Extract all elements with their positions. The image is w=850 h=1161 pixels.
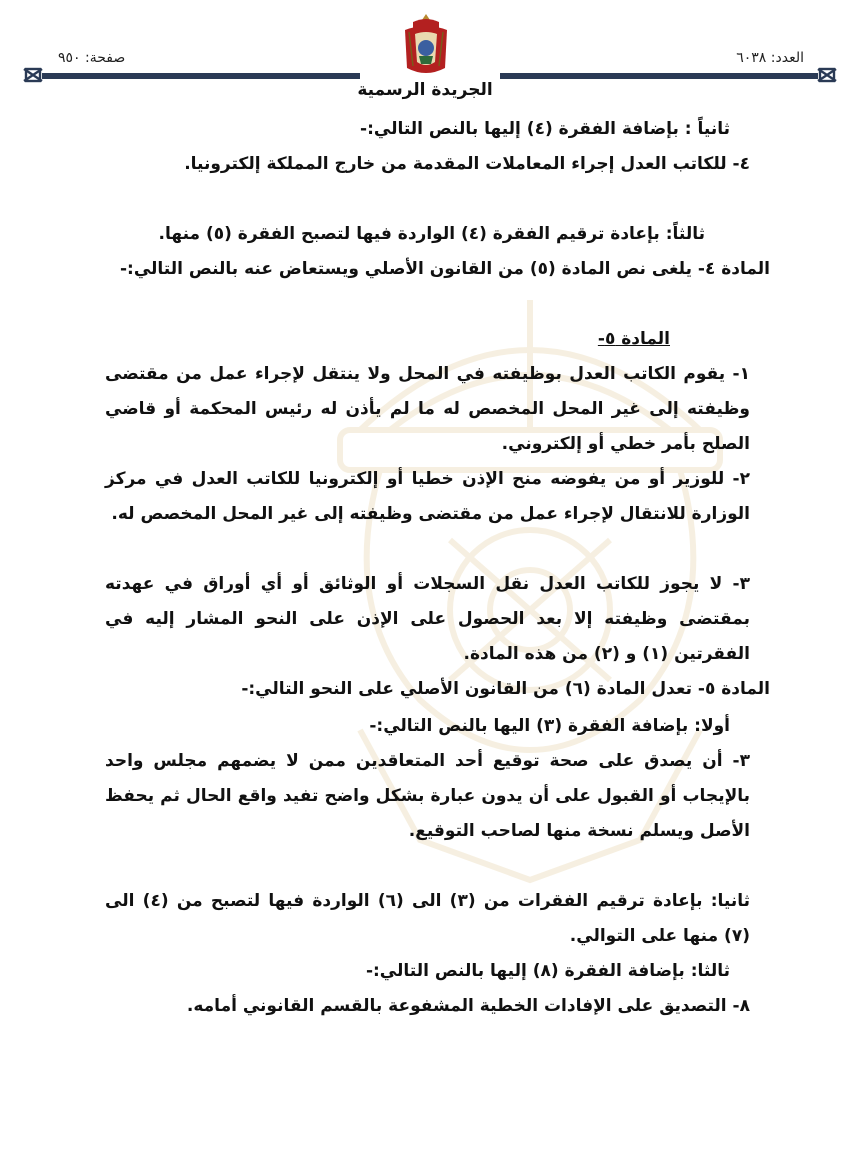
document-body (0, 112, 850, 1102)
paragraph: ثالثا: بإضافة الفقرة (٨) إليها بالنص التالي:- (365, 961, 730, 981)
article-5: المادة ٥- تعدل المادة (٦) من القانون الأصلي على النحو التالي:- (241, 679, 770, 699)
paragraph: ٣- لا يجوز للكاتب العدل نقل السجلات أو الوثائق أو أي أوراق في عهدته بمقتضى وظيفته إلا بعد الحصول على الإذن على النحو المشار إليه في الفقرتين (١) و (٢) من هذه المادة. (105, 574, 750, 664)
paragraph: ثانياً : بإضافة الفقرة (٤) إليها بالنص التالي:- (360, 119, 730, 139)
paragraph: ٢- للوزير أو من يفوضه منح الإذن خطيا أو إلكترونيا للكاتب العدل في مركز الوزارة للانتقال لإجراء عمل من مقتضى وظيفته إلى غير المحل المخصص له. (105, 469, 750, 524)
page-header (0, 0, 850, 110)
page-number: صفحة: ٩٥٠ (58, 50, 126, 66)
paragraph: ثانيا: بإعادة ترقيم الفقرات من (٣) الى (٦) الواردة فيها لتصبح من (٤) الى (٧) منها على التوالي. (105, 891, 750, 946)
jordan-coat-of-arms-icon (401, 12, 451, 78)
header-rule-right (500, 73, 818, 79)
header-rule-left (42, 73, 360, 79)
paragraph: ثالثاً: بإعادة ترقيم الفقرة (٤) الواردة فيها لتصبح الفقرة (٥) منها. (158, 224, 705, 244)
gazette-title: الجريدة الرسمية (357, 80, 493, 100)
paragraph: ٨- التصديق على الإفادات الخطية المشفوعة بالقسم القانوني أمامه. (186, 996, 750, 1016)
article-heading: المادة ٥- (597, 329, 670, 349)
issue-number: العدد: ٦٠٣٨ (736, 50, 804, 66)
article-4: المادة ٤- يلغى نص المادة (٥) من القانون الأصلي ويستعاض عنه بالنص التالي:- (119, 259, 770, 279)
paragraph: أولا: بإضافة الفقرة (٣) اليها بالنص التالي:- (369, 716, 730, 736)
paragraph: ١- يقوم الكاتب العدل بوظيفته في المحل ولا ينتقل لإجراء عمل من مقتضى وظيفته إلى غير المحل المخصص له ما لم يأذن له رئيس المحكمة أو قاضي الصلح بأمر خطي أو إلكتروني. (105, 364, 750, 454)
paragraph: ٤- للكاتب العدل إجراء المعاملات المقدمة من خارج المملكة إلكترونيا. (184, 154, 750, 174)
paragraph: ٣- أن يصدق على صحة توقيع أحد المتعاقدين ممن لا يضمهم مجلس واحد بالإيجاب أو القبول على أن يدون عبارة بشكل واضح تفيد واقع الحال ثم يحفظ الأصل ويسلم نسخة منها لصاحب التوقيع. (105, 751, 750, 841)
